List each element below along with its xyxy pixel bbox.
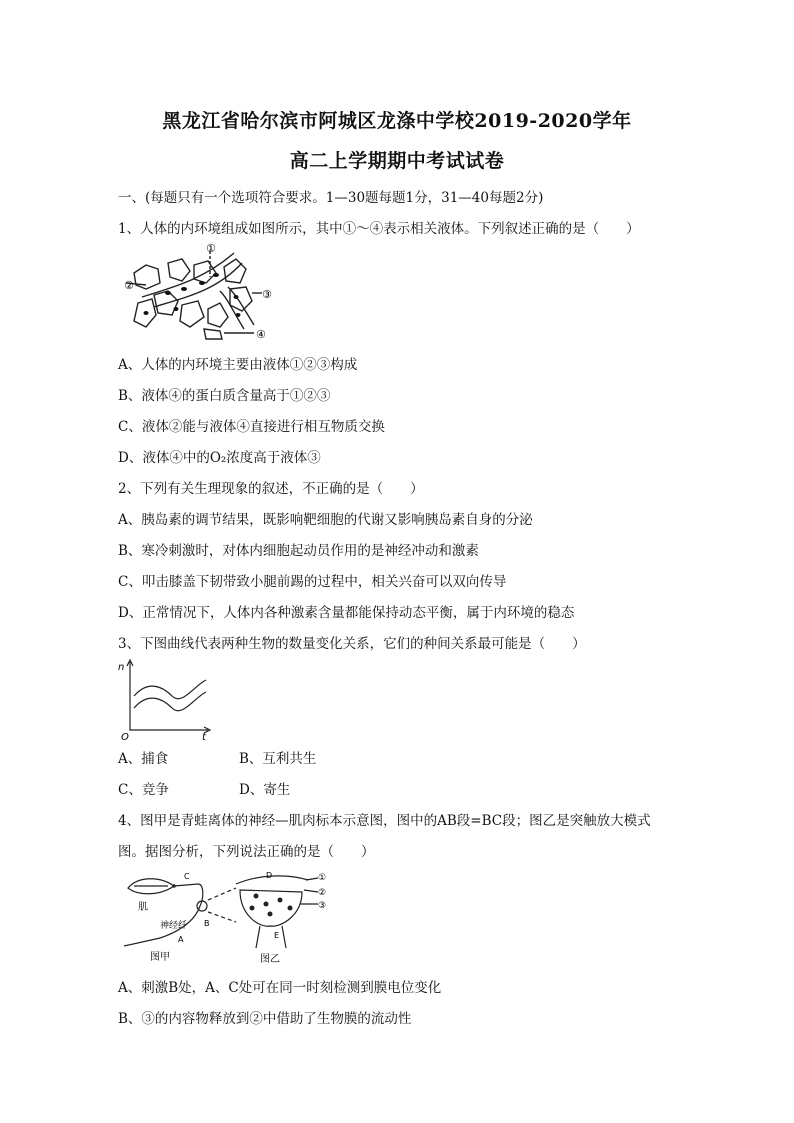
title-line-1: 黑龙江省哈尔滨市阿城区龙涤中学校2019-2020学年	[162, 110, 632, 132]
q3-option-a: A、捕食	[118, 751, 169, 767]
q4-point-e: E	[274, 931, 280, 940]
q4-num-2: ②	[318, 888, 327, 898]
q1-label-1: ①	[206, 243, 216, 255]
q4-stem-line-2: 图。据图分析，下列说法正确的是（ ）	[118, 844, 375, 860]
q4-option-a: A、刺激B处，A、C处可在同一时刻检测到膜电位变化	[118, 980, 442, 996]
q4-nerve-label: 神经纤	[160, 921, 188, 931]
q1-option-b: B、液体④的蛋白质含量高于①②③	[118, 388, 331, 404]
q2-stem: 2、下列有关生理现象的叙述，不正确的是（ ）	[118, 481, 424, 497]
q2-option-d: D、正常情况下，人体内各种激素含量都能保持动态平衡，属于内环境的稳态	[118, 605, 575, 621]
q3-stem: 3、下图曲线代表两种生物的数量变化关系，它们的种间关系最可能是（ ）	[118, 636, 586, 652]
q3-option-c: C、竞争	[118, 782, 169, 798]
q3-origin-label: O	[121, 732, 129, 740]
q4-point-b: B	[204, 919, 210, 928]
q3-y-label: n	[118, 662, 125, 673]
q3-option-d: D、寄生	[239, 782, 291, 798]
q1-option-d: D、液体④中的O₂浓度高于液体③	[118, 450, 321, 466]
q1-label-3: ③	[262, 288, 272, 301]
q4-stem-line-1: 4、图甲是青蛙离体的神经—肌肉标本示意图，图中的AB段=BC段；图乙是突触放大模式	[118, 813, 651, 829]
q1-label-2: ②	[124, 279, 134, 292]
q4-point-d: D	[266, 871, 273, 880]
q4-figure	[120, 866, 330, 970]
q3-x-label: t	[202, 732, 206, 740]
q4-fig-a-label: 图甲	[150, 952, 170, 963]
q4-num-1: ①	[318, 873, 327, 883]
q2-option-c: C、叩击膝盖下韧带致小腿前踢的过程中，相关兴奋可以双向传导	[118, 574, 507, 590]
q1-option-c: C、液体②能与液体④直接进行相互物质交换	[118, 419, 385, 435]
q4-point-a: A	[178, 935, 184, 944]
title-line-2: 高二上学期期中考试试卷	[289, 150, 505, 172]
section-header: 一、(每题只有一个选项符合要求。1—30题每题1分，31—40每题2分)	[118, 190, 544, 206]
q4-option-b: B、③的内容物释放到②中借助了生物膜的流动性	[118, 1011, 412, 1027]
q4-fig-b-label: 图乙	[260, 954, 280, 965]
q2-option-b: B、寒冷刺激时，对体内细胞起动员作用的是神经冲动和激素	[118, 543, 479, 559]
q4-num-3: ③	[318, 901, 327, 911]
q1-figure	[124, 243, 284, 347]
q2-option-a: A、胰岛素的调节结果，既影响靶细胞的代谢又影响胰岛素自身的分泌	[118, 512, 533, 528]
q1-label-4: ④	[256, 328, 266, 341]
q1-stem: 1、人体的内环境组成如图所示，其中①～④表示相关液体。下列叙述正确的是（ ）	[118, 221, 640, 237]
q4-muscle-label: 肌	[138, 902, 148, 913]
q3-option-b: B、互利共生	[239, 751, 317, 767]
q3-figure	[116, 658, 216, 744]
q1-option-a: A、人体的内环境主要由液体①②③构成	[118, 357, 358, 373]
q4-point-c: C	[184, 872, 190, 881]
